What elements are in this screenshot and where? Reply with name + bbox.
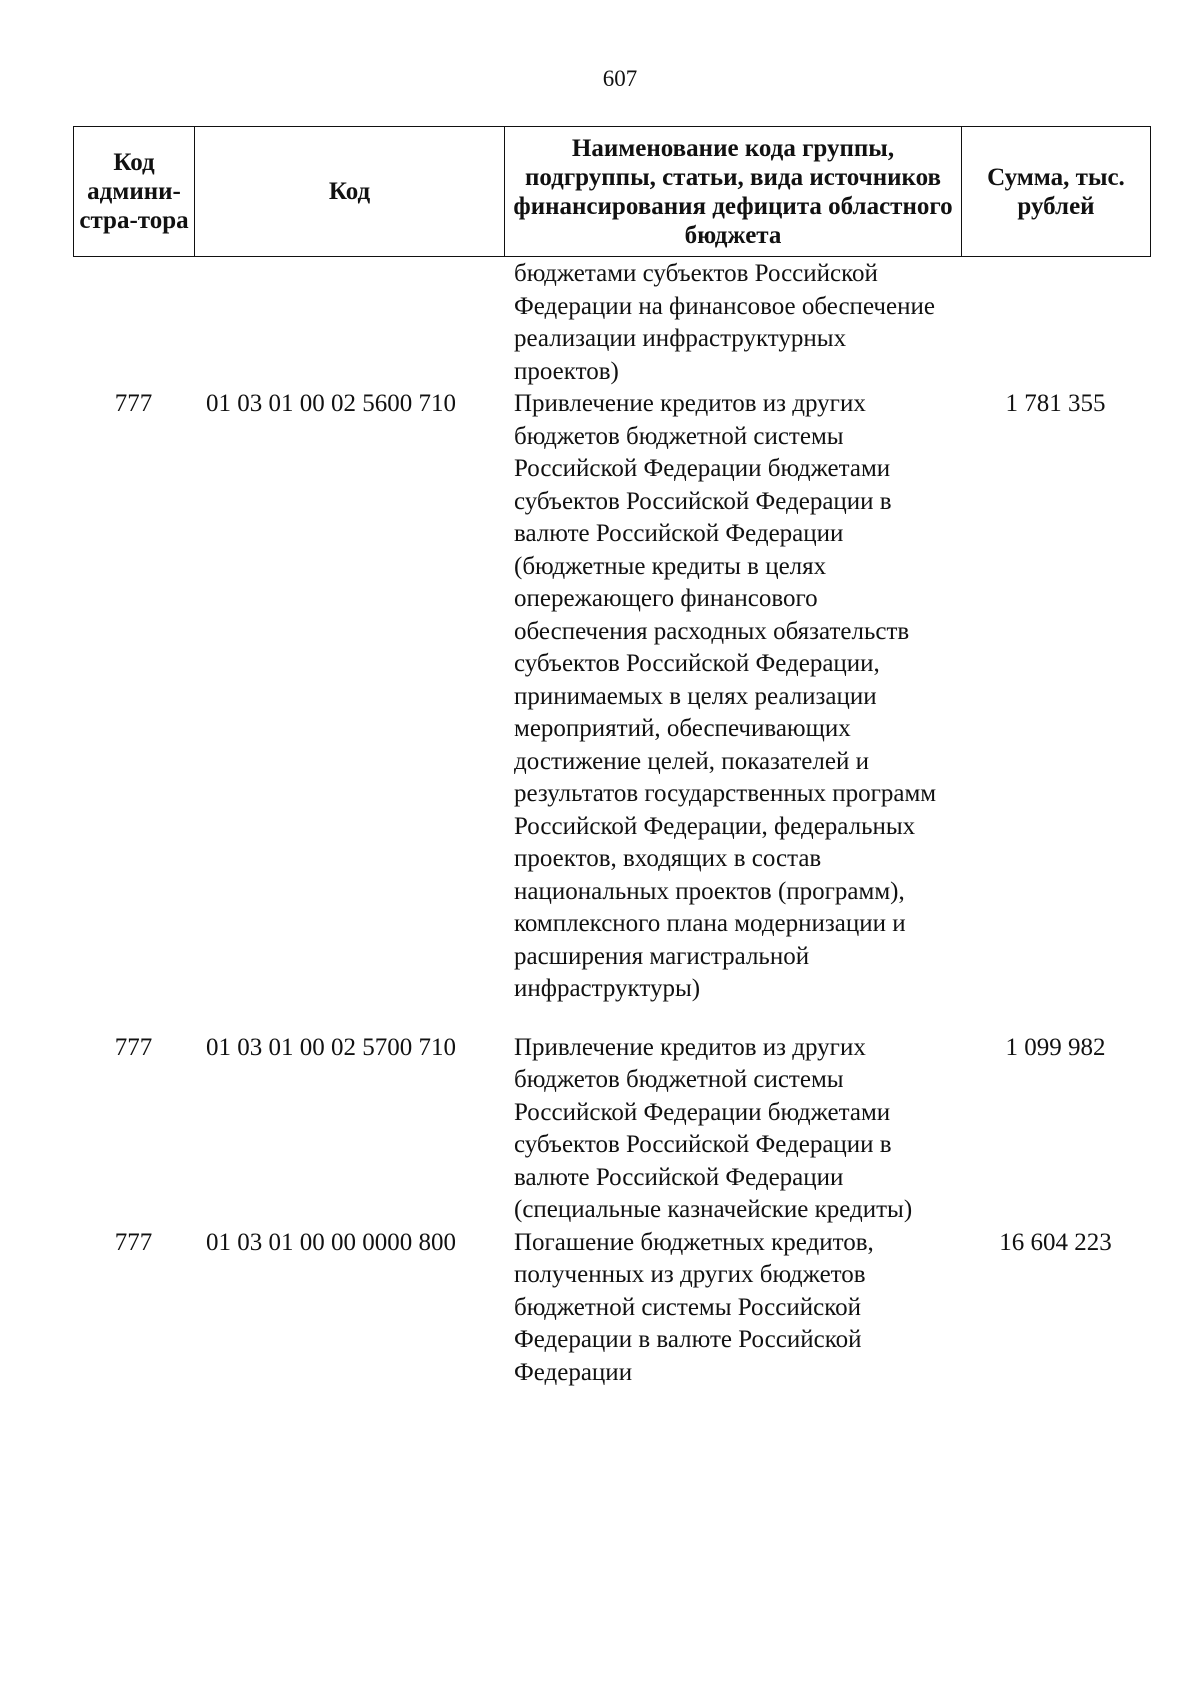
cell-admin: 777 [114,390,153,417]
cell-code: 01 03 01 00 02 5700 710 [206,1033,456,1061]
cell-sum: 16 604 223 [999,1228,1112,1256]
header-sum: Сумма, тыс. рублей [962,127,1151,257]
cell-sum: 1 099 982 [1005,1033,1106,1061]
header-admin-code: Код админи-стра-тора [74,127,195,257]
table-body [73,258,1150,1389]
cell-code [194,258,504,388]
cell-name: Привлечение кредитов из других бюджетов бюджетной системы Российской Федерации бюджетами субъектов Российской Федерации в валюте Российской Федерации (бюджетные кредиты в целях опережающего финансового обеспечения расходных обязательств субъектов Российской Федерации, принимаемых в целях реализации мероприятий, обеспечивающих достижение целей, показателей и результатов государственных программ Российской Федерации, федеральных проектов, входящих в состав национальных проектов (программ), комплексного плана модернизации и расширения магистральной инфраструктуры) [514,390,937,1002]
header-code: Код [195,127,505,257]
cell-name: Привлечение кредитов из других бюджетов бюджетной системы Российской Федерации бюджетами субъектов Российской Федерации в валюте Российской Федерации (специальные казначейские кредиты) [514,1033,913,1223]
cell-sum [961,258,1150,388]
cell-code: 01 03 01 00 00 0000 800 [206,1228,456,1256]
header-name: Наименование кода группы, подгруппы, статьи, вида источников финансирования дефицита областного бюджета [505,127,962,257]
table-row [73,1032,1150,1227]
page-number: 607 [602,66,638,91]
table-row [73,258,1150,388]
table-row [73,388,1150,1032]
cell-name: бюджетами субъектов Российской Федерации на финансовое обеспечение реализации инфраструктурных проектов) [514,260,935,385]
cell-admin [73,258,194,388]
cell-admin: 777 [114,1033,153,1061]
table-header [73,126,1151,257]
cell-code: 01 03 01 00 02 5600 710 [206,390,456,417]
cell-sum: 1 781 355 [1005,390,1106,417]
cell-admin: 777 [114,1228,153,1256]
table-row [73,1227,1150,1390]
cell-name: Погашение бюджетных кредитов, полученных из других бюджетов бюджетной системы Российской Федерации в валюте Российской Федерации [514,1228,874,1386]
